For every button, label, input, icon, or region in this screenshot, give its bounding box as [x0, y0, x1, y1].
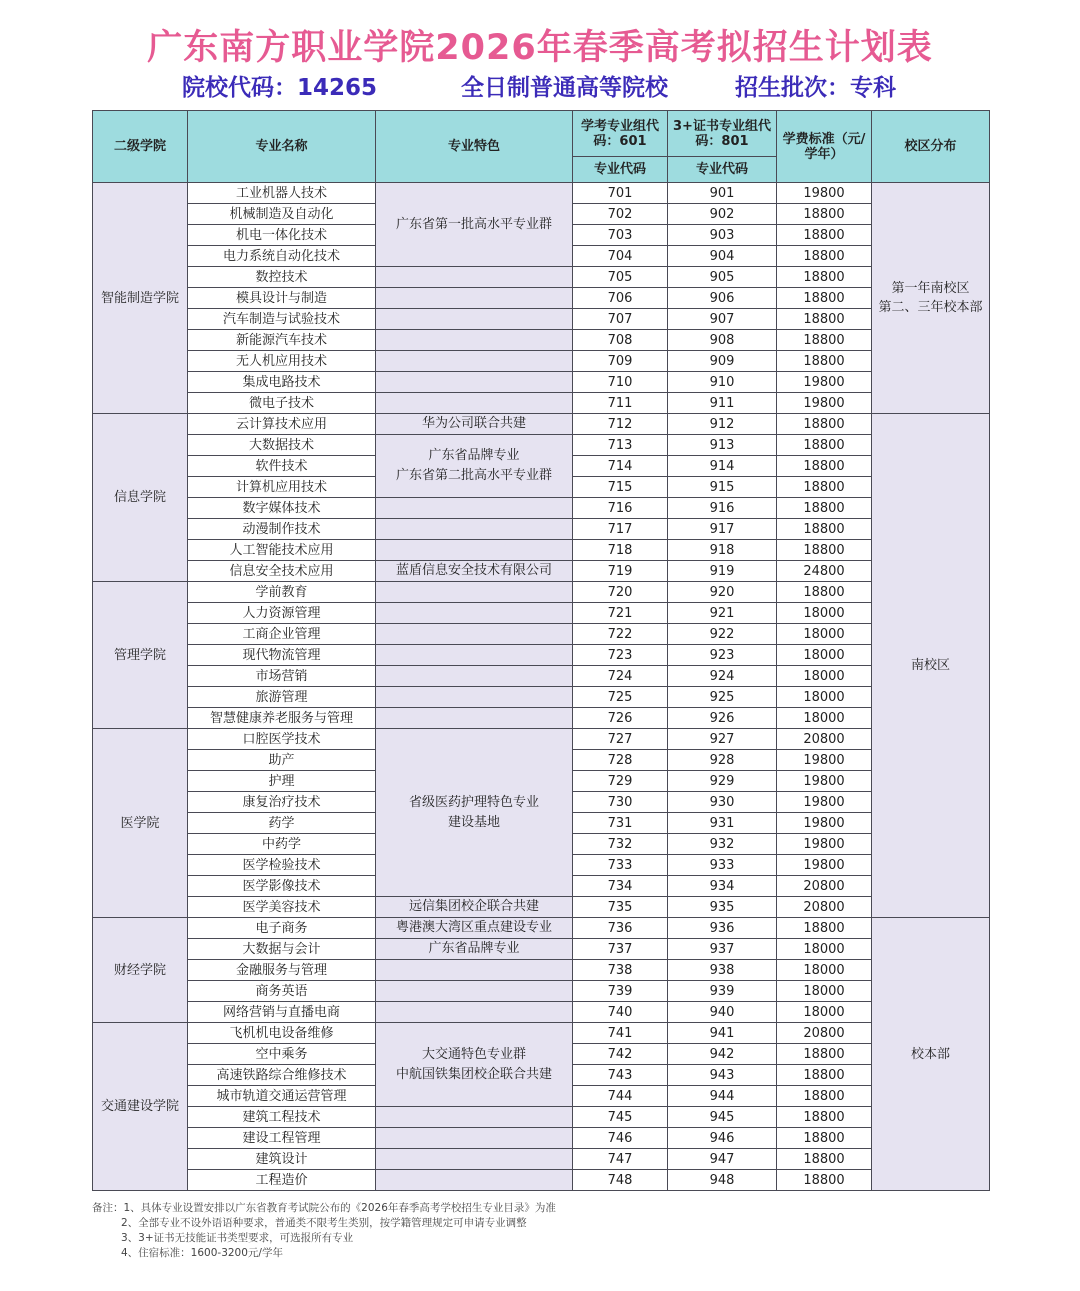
feature-cell: 大交通特色专业群 中航国铁集团校企联合共建 [376, 1023, 573, 1107]
code-601-cell: 728 [573, 750, 668, 771]
tuition-cell: 18800 [777, 519, 872, 540]
code-601-cell: 722 [573, 624, 668, 645]
feature-cell [376, 1149, 573, 1170]
code-801-cell: 934 [668, 876, 777, 897]
school-code: 院校代码：14265 [182, 75, 378, 101]
code-801-cell: 944 [668, 1086, 777, 1107]
table-row [93, 309, 990, 330]
table-row [93, 540, 990, 561]
code-801-cell: 921 [668, 603, 777, 624]
note-4: 4、住宿标准：1600-3200元/学年 [121, 1247, 283, 1259]
table-row [93, 1128, 990, 1149]
code-601-cell: 734 [573, 876, 668, 897]
code-801-cell: 923 [668, 645, 777, 666]
feature-cell [376, 309, 573, 330]
school-type: 全日制普通高等院校 [461, 75, 668, 101]
major-name-cell: 智慧健康养老服务与管理 [188, 708, 376, 729]
code-601-cell: 711 [573, 393, 668, 414]
major-name-cell: 电力系统自动化技术 [188, 246, 376, 267]
code-801-cell: 915 [668, 477, 777, 498]
major-name-cell: 集成电路技术 [188, 372, 376, 393]
code-601-cell: 716 [573, 498, 668, 519]
code-801-cell: 941 [668, 1023, 777, 1044]
code-601-cell: 702 [573, 204, 668, 225]
code-601-cell: 705 [573, 267, 668, 288]
tuition-cell: 18800 [777, 309, 872, 330]
tuition-cell: 18000 [777, 687, 872, 708]
major-name-cell: 机械制造及自动化 [188, 204, 376, 225]
feature-cell [376, 267, 573, 288]
feature-cell [376, 540, 573, 561]
code-601-cell: 727 [573, 729, 668, 750]
major-name-cell: 大数据与会计 [188, 939, 376, 960]
enrollment-batch: 招生批次：专科 [735, 75, 896, 101]
code-801-cell: 947 [668, 1149, 777, 1170]
code-601-cell: 739 [573, 981, 668, 1002]
feature-cell [376, 1002, 573, 1023]
major-name-cell: 无人机应用技术 [188, 351, 376, 372]
table-row [93, 372, 990, 393]
major-name-cell: 医学美容技术 [188, 897, 376, 918]
code-801-cell: 931 [668, 813, 777, 834]
major-name-cell: 飞机机电设备维修 [188, 1023, 376, 1044]
code-801-cell: 905 [668, 267, 777, 288]
code-801-cell: 936 [668, 918, 777, 939]
tuition-cell: 18800 [777, 246, 872, 267]
tuition-cell: 18800 [777, 1128, 872, 1149]
major-name-cell: 现代物流管理 [188, 645, 376, 666]
college-cell: 医学院 [93, 729, 188, 918]
code-601-cell: 731 [573, 813, 668, 834]
code-801-cell: 908 [668, 330, 777, 351]
feature-cell: 蓝盾信息安全技术有限公司 [376, 561, 573, 582]
tuition-cell: 20800 [777, 729, 872, 750]
code-601-cell: 717 [573, 519, 668, 540]
code-801-cell: 910 [668, 372, 777, 393]
code-801-cell: 946 [668, 1128, 777, 1149]
code-601-cell: 701 [573, 183, 668, 204]
code-601-cell: 732 [573, 834, 668, 855]
code-801-cell: 933 [668, 855, 777, 876]
tuition-cell: 18800 [777, 225, 872, 246]
major-name-cell: 建设工程管理 [188, 1128, 376, 1149]
table-body [93, 183, 990, 1191]
feature-cell [376, 288, 573, 309]
table-row [93, 918, 990, 939]
code-801-cell: 914 [668, 456, 777, 477]
tuition-cell: 18000 [777, 1002, 872, 1023]
code-601-cell: 725 [573, 687, 668, 708]
tuition-cell: 18000 [777, 708, 872, 729]
code-801-cell: 938 [668, 960, 777, 981]
code-801-cell: 927 [668, 729, 777, 750]
major-name-cell: 护理 [188, 771, 376, 792]
tuition-cell: 19800 [777, 393, 872, 414]
code-601-cell: 744 [573, 1086, 668, 1107]
table-row [93, 267, 990, 288]
code-601-cell: 718 [573, 540, 668, 561]
code-601-cell: 730 [573, 792, 668, 813]
header-college: 二级学院 [93, 111, 188, 183]
major-name-cell: 高速铁路综合维修技术 [188, 1065, 376, 1086]
feature-cell [376, 393, 573, 414]
code-801-cell: 932 [668, 834, 777, 855]
major-name-cell: 商务英语 [188, 981, 376, 1002]
tuition-cell: 20800 [777, 897, 872, 918]
table-row [93, 1023, 990, 1044]
major-name-cell: 药学 [188, 813, 376, 834]
code-601-cell: 748 [573, 1170, 668, 1191]
tuition-cell: 18000 [777, 960, 872, 981]
tuition-cell: 18800 [777, 498, 872, 519]
code-801-cell: 948 [668, 1170, 777, 1191]
code-801-cell: 912 [668, 414, 777, 435]
feature-cell [376, 666, 573, 687]
code-801-cell: 928 [668, 750, 777, 771]
tuition-cell: 18800 [777, 288, 872, 309]
feature-cell: 广东省品牌专业 [376, 939, 573, 960]
feature-cell [376, 981, 573, 1002]
code-801-cell: 943 [668, 1065, 777, 1086]
feature-cell [376, 498, 573, 519]
major-name-cell: 医学影像技术 [188, 876, 376, 897]
note-3: 3、3+证书无技能证书类型要求，可选报所有专业 [121, 1232, 354, 1244]
tuition-cell: 18800 [777, 1044, 872, 1065]
code-601-cell: 715 [573, 477, 668, 498]
major-name-cell: 工程造价 [188, 1170, 376, 1191]
feature-cell: 省级医药护理特色专业 建设基地 [376, 729, 573, 897]
feature-cell [376, 960, 573, 981]
tuition-cell: 18000 [777, 624, 872, 645]
code-801-cell: 907 [668, 309, 777, 330]
code-601-cell: 713 [573, 435, 668, 456]
feature-cell: 华为公司联合共建 [376, 414, 573, 435]
code-801-cell: 917 [668, 519, 777, 540]
note-1: 备注：1、具体专业设置安排以广东省教育考试院公布的《2026年春季高考学校招生专业目录》为准 [92, 1202, 556, 1214]
code-601-cell: 746 [573, 1128, 668, 1149]
feature-cell [376, 1128, 573, 1149]
code-801-cell: 925 [668, 687, 777, 708]
tuition-cell: 18800 [777, 540, 872, 561]
table-row [93, 939, 990, 960]
tuition-cell: 19800 [777, 183, 872, 204]
feature-cell [376, 708, 573, 729]
code-601-cell: 740 [573, 1002, 668, 1023]
tuition-cell: 18000 [777, 603, 872, 624]
tuition-cell: 18800 [777, 204, 872, 225]
code-601-cell: 737 [573, 939, 668, 960]
code-801-cell: 901 [668, 183, 777, 204]
tuition-cell: 18800 [777, 582, 872, 603]
code-601-cell: 712 [573, 414, 668, 435]
tuition-cell: 18800 [777, 1107, 872, 1128]
code-801-cell: 920 [668, 582, 777, 603]
major-name-cell: 新能源汽车技术 [188, 330, 376, 351]
table-row [93, 435, 990, 456]
header-group-601: 学考专业组代码：601 [573, 111, 668, 157]
major-name-cell: 汽车制造与试验技术 [188, 309, 376, 330]
feature-cell [376, 1107, 573, 1128]
major-name-cell: 软件技术 [188, 456, 376, 477]
code-801-cell: 913 [668, 435, 777, 456]
major-name-cell: 机电一体化技术 [188, 225, 376, 246]
code-601-cell: 724 [573, 666, 668, 687]
major-name-cell: 数控技术 [188, 267, 376, 288]
tuition-cell: 18800 [777, 1149, 872, 1170]
code-601-cell: 741 [573, 1023, 668, 1044]
major-name-cell: 金融服务与管理 [188, 960, 376, 981]
major-name-cell: 旅游管理 [188, 687, 376, 708]
table-row [93, 624, 990, 645]
code-801-cell: 919 [668, 561, 777, 582]
major-name-cell: 工业机器人技术 [188, 183, 376, 204]
page-title: 广东南方职业学院2026年春季高考拟招生计划表 [147, 28, 933, 68]
table-row [93, 1170, 990, 1191]
table-row [93, 708, 990, 729]
tuition-cell: 20800 [777, 876, 872, 897]
code-601-cell: 742 [573, 1044, 668, 1065]
major-name-cell: 建筑工程技术 [188, 1107, 376, 1128]
tuition-cell: 18800 [777, 918, 872, 939]
major-name-cell: 数字媒体技术 [188, 498, 376, 519]
feature-cell [376, 351, 573, 372]
table-row [93, 582, 990, 603]
code-601-cell: 723 [573, 645, 668, 666]
tuition-cell: 18800 [777, 330, 872, 351]
code-601-cell: 735 [573, 897, 668, 918]
tuition-cell: 20800 [777, 1023, 872, 1044]
table-row [93, 288, 990, 309]
header-code-601: 专业代码 [573, 157, 668, 183]
code-801-cell: 926 [668, 708, 777, 729]
major-name-cell: 计算机应用技术 [188, 477, 376, 498]
note-2: 2、全部专业不设外语语种要求，普通类不限考生类别，按学籍管理规定可申请专业调整 [121, 1217, 527, 1229]
feature-cell: 广东省第一批高水平专业群 [376, 183, 573, 267]
major-name-cell: 大数据技术 [188, 435, 376, 456]
code-601-cell: 736 [573, 918, 668, 939]
code-601-cell: 745 [573, 1107, 668, 1128]
code-601-cell: 743 [573, 1065, 668, 1086]
code-801-cell: 918 [668, 540, 777, 561]
college-cell: 交通建设学院 [93, 1023, 188, 1191]
code-601-cell: 709 [573, 351, 668, 372]
notes [92, 1201, 556, 1261]
table-row [93, 1149, 990, 1170]
major-name-cell: 康复治疗技术 [188, 792, 376, 813]
code-801-cell: 904 [668, 246, 777, 267]
header-group-801: 3+证书专业组代码：801 [668, 111, 777, 157]
code-601-cell: 738 [573, 960, 668, 981]
code-801-cell: 939 [668, 981, 777, 1002]
college-cell: 管理学院 [93, 582, 188, 729]
code-801-cell: 922 [668, 624, 777, 645]
code-601-cell: 747 [573, 1149, 668, 1170]
major-name-cell: 网络营销与直播电商 [188, 1002, 376, 1023]
tuition-cell: 18800 [777, 1086, 872, 1107]
feature-cell [376, 582, 573, 603]
major-name-cell: 口腔医学技术 [188, 729, 376, 750]
feature-cell [376, 519, 573, 540]
tuition-cell: 18000 [777, 666, 872, 687]
code-801-cell: 924 [668, 666, 777, 687]
major-name-cell: 城市轨道交通运营管理 [188, 1086, 376, 1107]
code-601-cell: 708 [573, 330, 668, 351]
table-row [93, 687, 990, 708]
table-row [93, 1107, 990, 1128]
feature-cell [376, 687, 573, 708]
tuition-cell: 19800 [777, 792, 872, 813]
major-name-cell: 模具设计与制造 [188, 288, 376, 309]
tuition-cell: 18800 [777, 456, 872, 477]
code-801-cell: 916 [668, 498, 777, 519]
code-801-cell: 942 [668, 1044, 777, 1065]
header-feature: 专业特色 [376, 111, 573, 183]
table-row [93, 393, 990, 414]
code-801-cell: 929 [668, 771, 777, 792]
table-row [93, 183, 990, 204]
tuition-cell: 18000 [777, 981, 872, 1002]
code-601-cell: 714 [573, 456, 668, 477]
table-row [93, 1002, 990, 1023]
code-801-cell: 909 [668, 351, 777, 372]
code-601-cell: 729 [573, 771, 668, 792]
code-601-cell: 721 [573, 603, 668, 624]
tuition-cell: 24800 [777, 561, 872, 582]
code-601-cell: 704 [573, 246, 668, 267]
major-name-cell: 空中乘务 [188, 1044, 376, 1065]
code-801-cell: 937 [668, 939, 777, 960]
tuition-cell: 19800 [777, 813, 872, 834]
feature-cell: 远信集团校企联合共建 [376, 897, 573, 918]
major-name-cell: 医学检验技术 [188, 855, 376, 876]
table-row [93, 729, 990, 750]
code-601-cell: 706 [573, 288, 668, 309]
tuition-cell: 18000 [777, 645, 872, 666]
major-name-cell: 市场营销 [188, 666, 376, 687]
code-601-cell: 703 [573, 225, 668, 246]
feature-cell: 广东省品牌专业 广东省第二批高水平专业群 [376, 435, 573, 498]
major-name-cell: 工商企业管理 [188, 624, 376, 645]
tuition-cell: 18000 [777, 939, 872, 960]
code-801-cell: 930 [668, 792, 777, 813]
campus-cell: 南校区 [872, 414, 990, 918]
major-name-cell: 建筑设计 [188, 1149, 376, 1170]
tuition-cell: 18800 [777, 477, 872, 498]
tuition-cell: 18800 [777, 435, 872, 456]
table-row [93, 645, 990, 666]
table-row [93, 498, 990, 519]
major-name-cell: 中药学 [188, 834, 376, 855]
code-801-cell: 903 [668, 225, 777, 246]
code-801-cell: 935 [668, 897, 777, 918]
major-name-cell: 信息安全技术应用 [188, 561, 376, 582]
code-801-cell: 911 [668, 393, 777, 414]
code-801-cell: 940 [668, 1002, 777, 1023]
code-601-cell: 710 [573, 372, 668, 393]
campus-cell: 第一年南校区 第二、三年校本部 [872, 183, 990, 414]
feature-cell [376, 645, 573, 666]
header-major: 专业名称 [188, 111, 376, 183]
code-601-cell: 707 [573, 309, 668, 330]
enrollment-plan-table [92, 110, 990, 1191]
major-name-cell: 微电子技术 [188, 393, 376, 414]
tuition-cell: 18800 [777, 414, 872, 435]
table-row [93, 960, 990, 981]
tuition-cell: 18800 [777, 267, 872, 288]
tuition-cell: 19800 [777, 750, 872, 771]
college-cell: 信息学院 [93, 414, 188, 582]
tuition-cell: 18800 [777, 351, 872, 372]
code-601-cell: 719 [573, 561, 668, 582]
header-campus: 校区分布 [872, 111, 990, 183]
code-801-cell: 906 [668, 288, 777, 309]
feature-cell [376, 603, 573, 624]
feature-cell [376, 372, 573, 393]
code-601-cell: 726 [573, 708, 668, 729]
campus-cell: 校本部 [872, 918, 990, 1191]
feature-cell: 粤港澳大湾区重点建设专业 [376, 918, 573, 939]
tuition-cell: 19800 [777, 372, 872, 393]
table-row [93, 897, 990, 918]
tuition-cell: 18800 [777, 1065, 872, 1086]
major-name-cell: 人力资源管理 [188, 603, 376, 624]
college-cell: 财经学院 [93, 918, 188, 1023]
tuition-cell: 19800 [777, 771, 872, 792]
major-name-cell: 电子商务 [188, 918, 376, 939]
code-601-cell: 720 [573, 582, 668, 603]
header-tuition: 学费标准（元/学年） [777, 111, 872, 183]
code-601-cell: 733 [573, 855, 668, 876]
major-name-cell: 云计算技术应用 [188, 414, 376, 435]
table-row [93, 519, 990, 540]
table-row [93, 414, 990, 435]
tuition-cell: 19800 [777, 834, 872, 855]
code-801-cell: 945 [668, 1107, 777, 1128]
tuition-cell: 19800 [777, 855, 872, 876]
college-cell: 智能制造学院 [93, 183, 188, 414]
table-row [93, 330, 990, 351]
code-801-cell: 902 [668, 204, 777, 225]
feature-cell [376, 624, 573, 645]
table-row [93, 603, 990, 624]
table-row [93, 351, 990, 372]
major-name-cell: 学前教育 [188, 582, 376, 603]
major-name-cell: 助产 [188, 750, 376, 771]
tuition-cell: 18800 [777, 1170, 872, 1191]
major-name-cell: 人工智能技术应用 [188, 540, 376, 561]
table-row [93, 561, 990, 582]
feature-cell [376, 330, 573, 351]
table-row [93, 666, 990, 687]
feature-cell [376, 1170, 573, 1191]
header-code-801: 专业代码 [668, 157, 777, 183]
table-row [93, 981, 990, 1002]
major-name-cell: 动漫制作技术 [188, 519, 376, 540]
